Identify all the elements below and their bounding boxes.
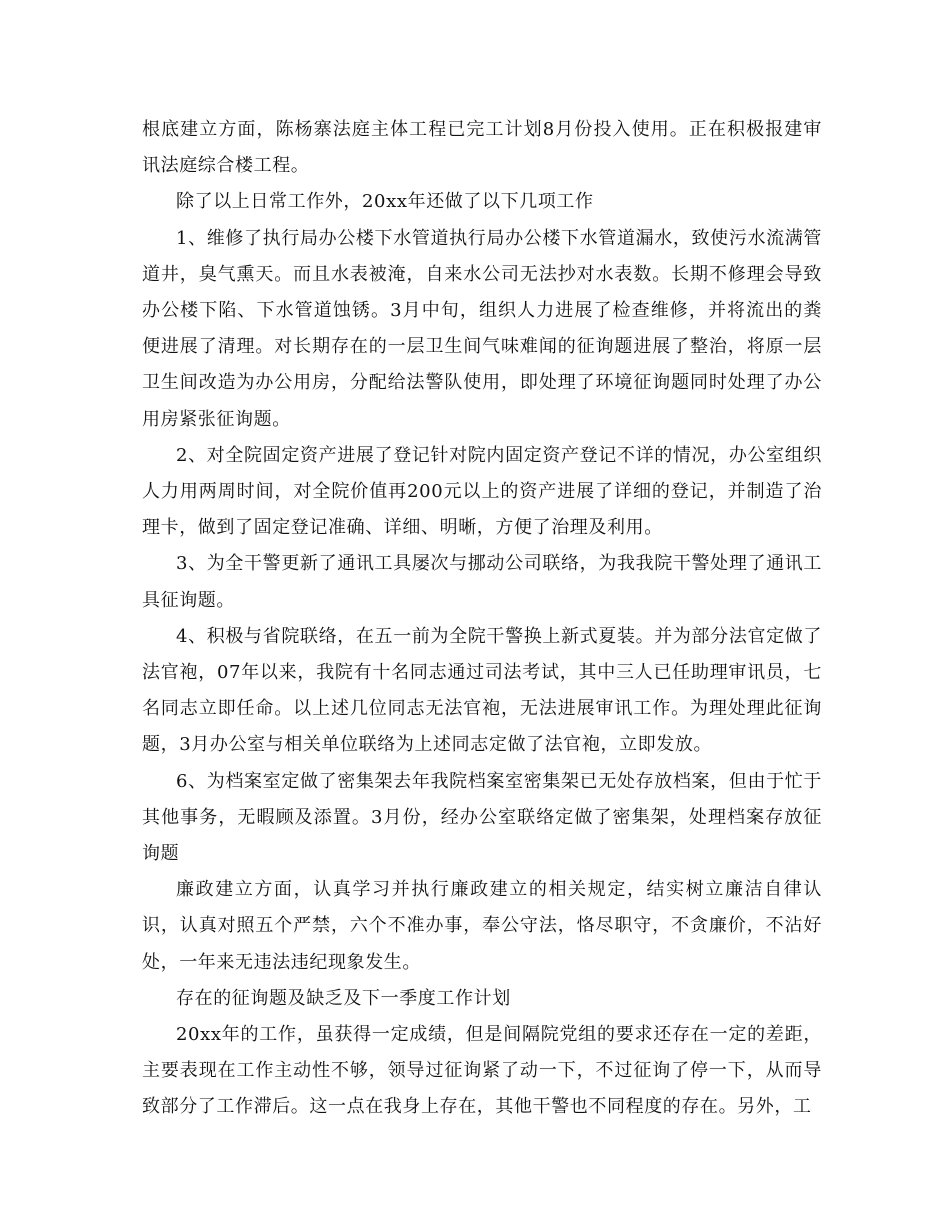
paragraph-item-6: 6、为档案室定做了密集架去年我院档案室密集架已无处存放档案，但由于忙于其他事务，无暇顾及添置。3月份，经办公室联络定做了密集架，处理档案存放征询题 — [142, 770, 822, 865]
paragraph-issues-body: 20xx年的工作，虽获得一定成绩，但是间隔院党组的要求还存在一定的差距，主要表现在工作主动性不够，领导过征询紧了动一下，不过征询了停一下，从而导致部分了工作滞后。这一点在我身上存在，其他干警也不同程度的存在。另外，工 — [142, 1024, 822, 1118]
paragraph-work-intro: 除了以上日常工作外，20xx年还做了以下几项工作 — [176, 191, 594, 213]
paragraph-issues-heading: 存在的征询题及缺乏及下一季度工作计划 — [176, 987, 511, 1009]
document-body — [142, 112, 822, 1126]
paragraph-construction-summary: 根底建立方面，陈杨寨法庭主体工程已完工计划8月份投入使用。正在积极报建审讯法庭综合楼工程。 — [142, 119, 822, 177]
paragraph-item-4: 4、积极与省院联络，在五一前为全院干警换上新式夏装。并为部分法官定做了法官袍，07年以来，我院有十名同志通过司法考试，其中三人已任助理审讯员，七名同志立即任命。以上述几位同志无法官袍，无法进展审讯工作。为理处理此征询题，3月办公室与相关单位联络为上述同志定做了法官袍，立即发放。 — [142, 625, 822, 756]
paragraph-item-3: 3、为全干警更新了通讯工具屡次与挪动公司联络，为我我院干警处理了通讯工具征询题。 — [142, 553, 822, 611]
paragraph-item-1: 1、维修了执行局办公楼下水管道执行局办公楼下水管道漏水，致使污水流满管道井，臭气熏天。而且水表被淹，自来水公司无法抄对水表数。长期不修理会导致办公楼下陷、下水管道蚀锈。3月中旬，组织人力进展了检查维修，并将流出的粪便进展了清理。对长期存在的一层卫生间气味难闻的征询题进展了整治，将原一层卫生间改造为办公用房，分配给法警队使用，即处理了环境征询题同时处理了办公用房紧张征询题。 — [142, 227, 822, 430]
paragraph-item-2: 2、对全院固定资产进展了登记针对院内固定资产登记不详的情况，办公室组织人力用两周时间，对全院价值再200元以上的资产进展了详细的登记，并制造了治理卡，做到了固定登记准确、详细、明晰，方便了治理及利用。 — [142, 444, 822, 539]
paragraph-integrity: 廉政建立方面，认真学习并执行廉政建立的相关规定，结实树立廉洁自律认识，认真对照五个严禁，六个不准办事，奉公守法，恪尽职守，不贪廉价，不沾好处，一年来无违法违纪现象发生。 — [142, 879, 822, 973]
